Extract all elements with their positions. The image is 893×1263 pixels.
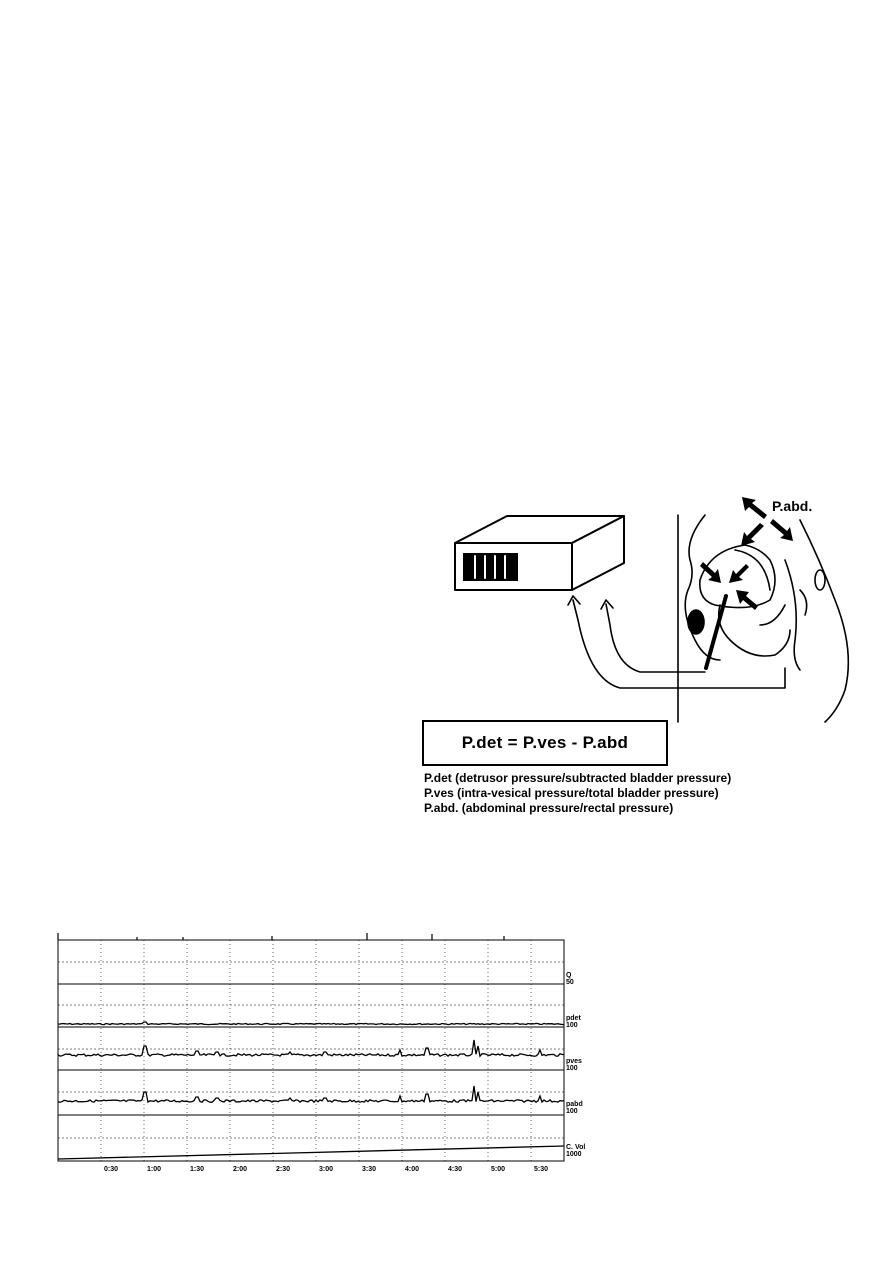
time-tick-1: 1:00 [146,1166,162,1173]
time-tick-7: 4:00 [404,1166,420,1173]
legend-pdet: P.det (detrusor pressure/subtracted bladder pressure) [424,771,732,785]
channel-label-pdet: pdet 100 [566,1015,581,1029]
pabd-label: P.abd. [772,498,813,514]
time-tick-9: 5:00 [490,1166,506,1173]
time-tick-3: 2:00 [232,1166,248,1173]
time-tick-2: 1:30 [189,1166,205,1173]
time-tick-5: 3:00 [318,1166,334,1173]
time-tick-6: 3:30 [361,1166,377,1173]
legend-pves: P.ves (intra-vesical pressure/total bladder pressure) [424,786,719,800]
channel-label-pabd: pabd 100 [566,1101,583,1115]
time-tick-10: 5:30 [533,1166,549,1173]
formula-box: P.det = P.ves - P.abd [422,720,668,766]
channel-label-q: Q 50 [566,972,574,986]
time-tick-8: 4:30 [447,1166,463,1173]
legend-pabd: P.abd. (abdominal pressure/rectal pressure) [424,801,674,815]
time-tick-4: 2:30 [275,1166,291,1173]
trace-frame [58,940,564,1161]
pdet-trace [58,1022,564,1025]
time-tick-0: 0:30 [103,1166,119,1173]
channel-label-pves: pves 100 [566,1058,582,1072]
channel-label-cvol: C. Vol 1000 [566,1144,586,1158]
